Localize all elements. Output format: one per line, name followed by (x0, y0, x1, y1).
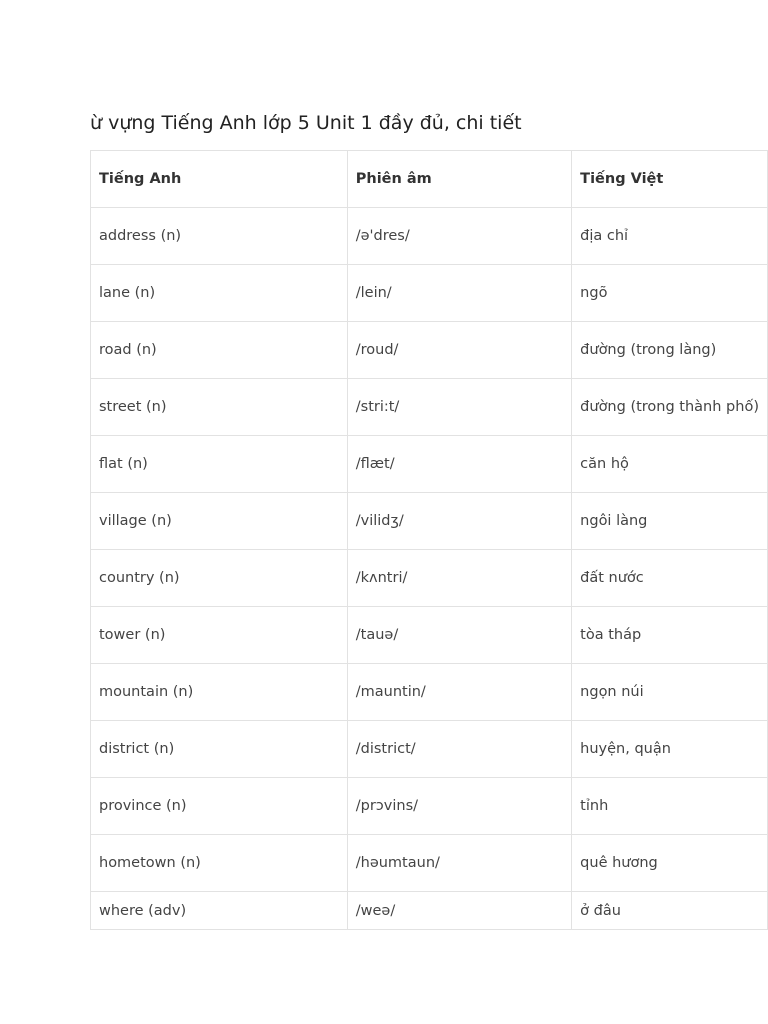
cell-vietnamese: địa chỉ (572, 208, 768, 265)
table-row (91, 493, 768, 550)
cell-english: street (n) (91, 379, 348, 436)
cell-vietnamese: đường (trong làng) (572, 322, 768, 379)
cell-english: mountain (n) (91, 664, 348, 721)
cell-phonetic: /stri:t/ (347, 379, 571, 436)
cell-vietnamese: ngôi làng (572, 493, 768, 550)
cell-english: village (n) (91, 493, 348, 550)
cell-vietnamese: huyện, quận (572, 721, 768, 778)
cell-phonetic: /mauntin/ (347, 664, 571, 721)
cell-phonetic: /weə/ (347, 892, 571, 930)
table-row (91, 550, 768, 607)
cell-english: address (n) (91, 208, 348, 265)
cell-phonetic: /roud/ (347, 322, 571, 379)
cell-phonetic: /ə'dres/ (347, 208, 571, 265)
page-heading: ừ vựng Tiếng Anh lớp 5 Unit 1 đầy đủ, chi tiết (90, 112, 522, 134)
table-row (91, 721, 768, 778)
vocabulary-table (90, 150, 768, 930)
cell-english: tower (n) (91, 607, 348, 664)
table-row (91, 436, 768, 493)
header-english: Tiếng Anh (91, 151, 348, 208)
table-header-row (91, 151, 768, 208)
cell-phonetic: /flæt/ (347, 436, 571, 493)
table-row (91, 835, 768, 892)
header-vietnamese: Tiếng Việt (572, 151, 768, 208)
cell-phonetic: /lein/ (347, 265, 571, 322)
table-row (91, 607, 768, 664)
cell-vietnamese: ở đâu (572, 892, 768, 930)
table-row (91, 265, 768, 322)
table-row (91, 778, 768, 835)
cell-english: province (n) (91, 778, 348, 835)
cell-english: district (n) (91, 721, 348, 778)
cell-vietnamese: tỉnh (572, 778, 768, 835)
cell-english: lane (n) (91, 265, 348, 322)
cell-vietnamese: ngõ (572, 265, 768, 322)
cell-english: hometown (n) (91, 835, 348, 892)
cell-vietnamese: tòa tháp (572, 607, 768, 664)
table-row (91, 892, 768, 930)
table-row (91, 664, 768, 721)
cell-vietnamese: quê hương (572, 835, 768, 892)
cell-vietnamese: ngọn núi (572, 664, 768, 721)
cell-phonetic: /tauə/ (347, 607, 571, 664)
table-row (91, 379, 768, 436)
cell-phonetic: /kʌntri/ (347, 550, 571, 607)
header-phonetic: Phiên âm (347, 151, 571, 208)
cell-phonetic: /vilidʒ/ (347, 493, 571, 550)
table-row (91, 322, 768, 379)
cell-english: country (n) (91, 550, 348, 607)
cell-vietnamese: đường (trong thành phố) (572, 379, 768, 436)
cell-phonetic: /district/ (347, 721, 571, 778)
table-row (91, 208, 768, 265)
cell-english: where (adv) (91, 892, 348, 930)
cell-english: road (n) (91, 322, 348, 379)
cell-phonetic: /həumtaun/ (347, 835, 571, 892)
cell-phonetic: /prɔvins/ (347, 778, 571, 835)
cell-vietnamese: căn hộ (572, 436, 768, 493)
cell-english: flat (n) (91, 436, 348, 493)
cell-vietnamese: đất nước (572, 550, 768, 607)
